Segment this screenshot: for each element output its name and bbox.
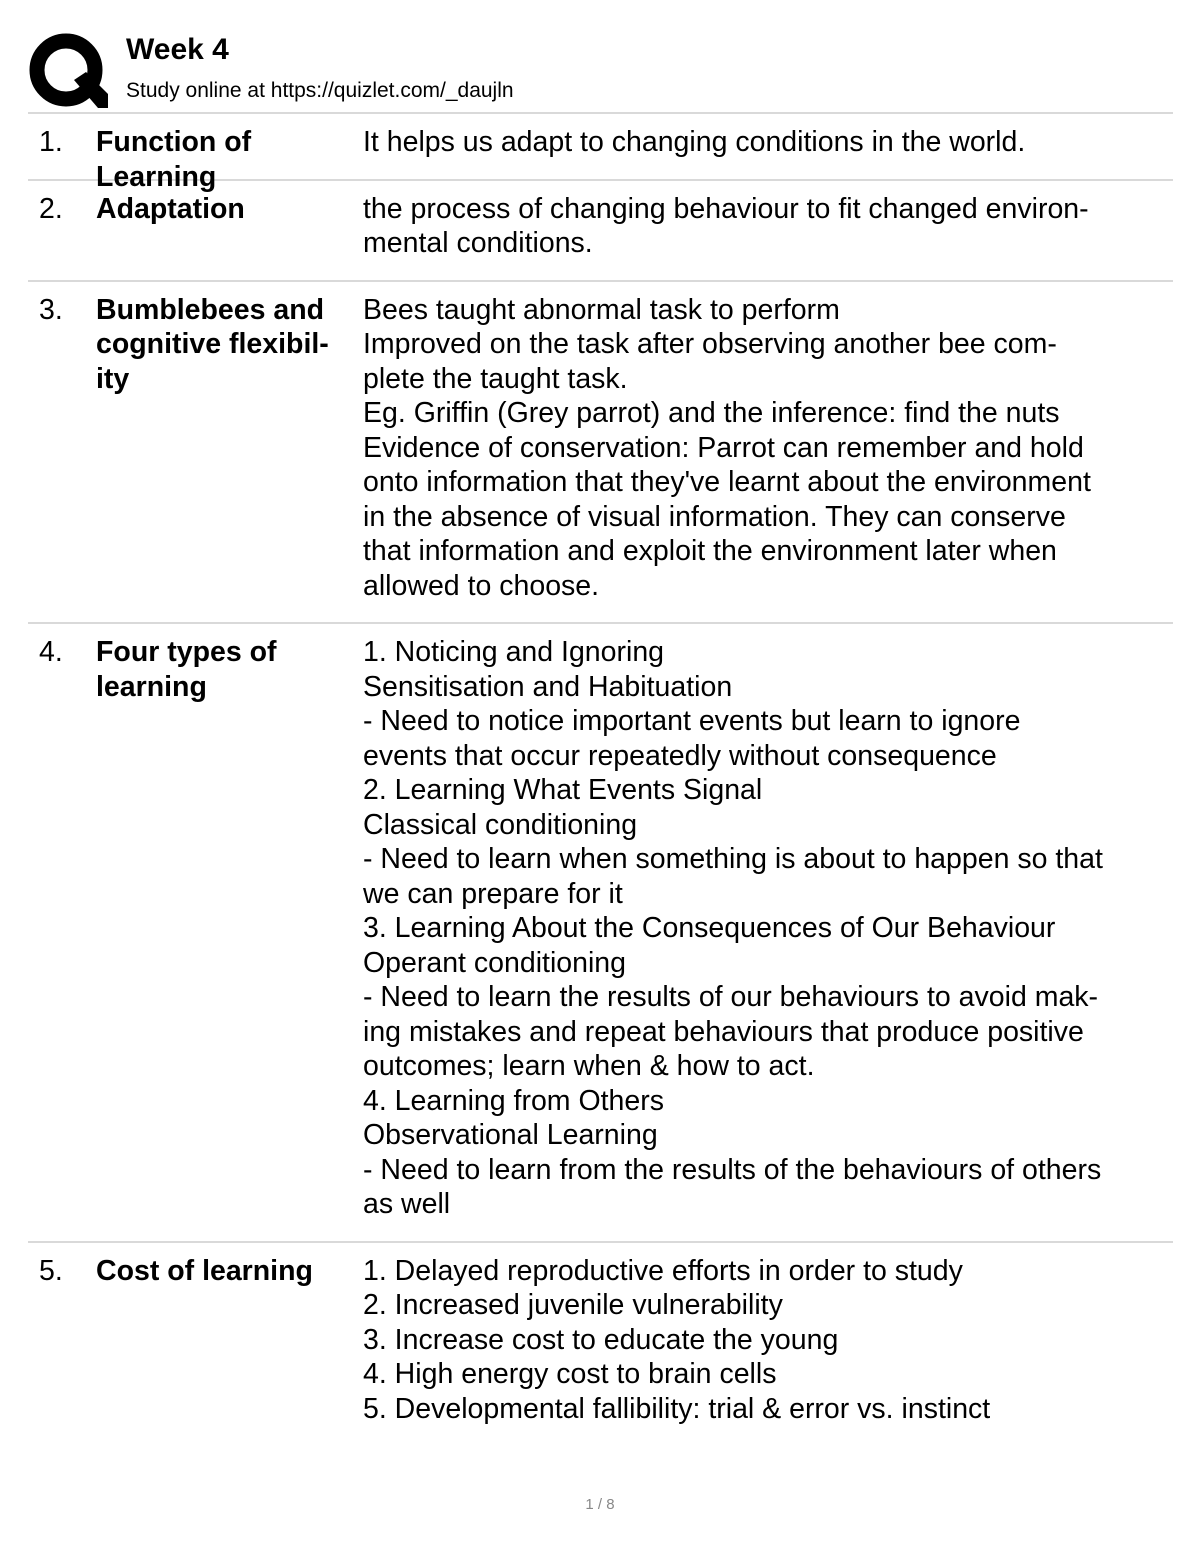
card-term: Bumblebees and cognitive flexibil- ity: [96, 293, 329, 395]
card-number: 3.: [39, 293, 63, 326]
card-definition: It helps us adapt to changing conditions in the world.: [363, 126, 1026, 158]
quizlet-q-logo-icon: [28, 32, 108, 112]
card-definition: 1. Noticing and Ignoring Sensitisation and Habituation - Need to notice important events but learn to ignore events that occur repeatedly without consequence 2. Learning What Events Signal Classical conditioning - Need to learn when something is about to happen so that we can prepare for it 3. Learning About the Consequences of Our Behaviour Operant conditioning - Need to learn the results of our behaviours to avoid mak- ing mistakes and repeat behaviours that produce positive outcomes; learn when & how to act. 4. Learning from Others Observational Learning - Need to learn from the results of the behaviours of others as well: [363, 636, 1103, 1220]
flashcard-row: [28, 282, 1173, 625]
card-number: 4.: [39, 636, 63, 668]
card-term: Function of Learning: [96, 126, 252, 193]
card-definition: the process of changing behaviour to fit changed environ- mental conditions.: [363, 192, 1089, 259]
document-header: [28, 28, 1173, 112]
card-definition: Bees taught abnormal task to perform Improved on the task after observing another bee com- plete the taught task. Eg. Griffin (Grey parrot) and the inference: find the nuts Evidence of conservation: Parrot can remember and hold onto information that they've learnt about the environment in the absence of visual information. They can conserve that information and exploit the environment later when allowed to choose.: [363, 293, 1091, 602]
card-number: 1.: [39, 126, 63, 158]
flashcard-list: [28, 114, 1173, 1445]
flashcard-row: [28, 114, 1173, 193]
flashcard-row: [28, 624, 1173, 1243]
set-title: Week 4: [126, 33, 229, 66]
study-online-link-text: Study online at https://quizlet.com/_daujln: [126, 79, 514, 102]
flashcard-row: [28, 1243, 1173, 1446]
card-term: Cost of learning: [96, 1254, 313, 1287]
flashcard-row: [28, 181, 1173, 282]
page-number: 1 / 8: [585, 1496, 615, 1513]
card-number: 5.: [39, 1254, 63, 1287]
card-definition: 1. Delayed reproductive efforts in order to study 2. Increased juvenile vulnerability 3. Increase cost to educate the young 4. High energy cost to brain cells 5. Developmental fallibility: trial & error vs. instinct: [363, 1254, 991, 1425]
card-number: 2.: [39, 192, 63, 225]
card-term: Four types of learning: [96, 636, 277, 703]
card-term: Adaptation: [96, 192, 245, 225]
